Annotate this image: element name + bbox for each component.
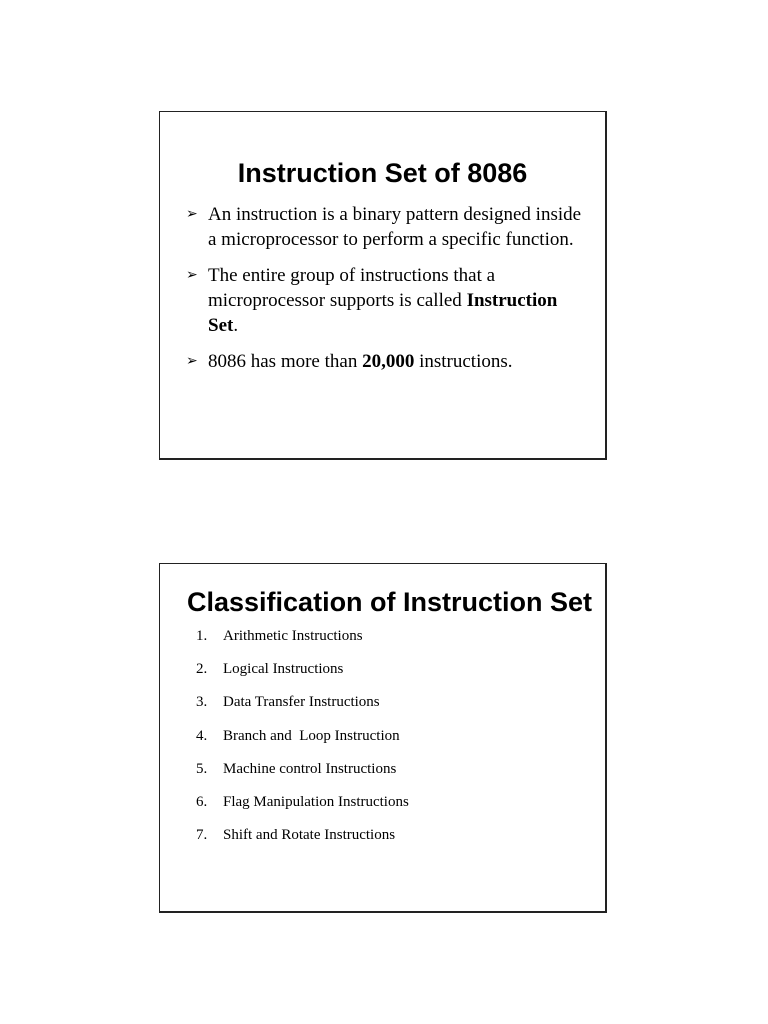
list-item-label: Logical Instructions [223,661,344,678]
bullet-text-end: . [233,315,239,336]
list-item-number: 7. [196,827,208,844]
arrow-bullet-icon: ➢ [186,206,198,222]
classification-list [196,626,409,858]
slide-title: Classification of Instruction Set [187,587,593,617]
list-item [196,759,409,792]
list-item [196,626,409,659]
bullet-item [186,349,586,374]
bullet-text: 8086 has more than [208,351,363,372]
arrow-bullet-icon: ➢ [186,353,198,369]
list-item [196,659,409,692]
list-item-number: 1. [196,628,208,644]
list-item [196,726,409,759]
bullet-bold-text: 20,000 [362,351,415,372]
list-item-label: Arithmetic Instructions [223,628,363,644]
list-item [196,792,409,825]
slide-title: Instruction Set of 8086 [237,158,528,188]
list-item-label: Shift and Rotate Instructions [223,827,396,844]
list-item-label: Flag Manipulation Instructions [223,793,409,810]
bullet-list [186,202,586,385]
arrow-bullet-icon: ➢ [186,267,198,283]
list-item [196,825,409,858]
slide-classification [159,563,607,913]
list-item-label: Machine control Instructions [223,760,397,777]
bullet-text: The entire group of instructions that a microprocessor supports is called [208,265,496,311]
bullet-item [186,263,586,338]
list-item-number: 6. [196,793,208,810]
list-item-label: Branch and Loop Instruction [223,727,400,744]
list-item-label: Data Transfer Instructions [223,694,380,711]
list-item-number: 3. [196,694,208,711]
bullet-item [186,202,586,252]
list-item [196,692,409,725]
bullet-text: An instruction is a binary pattern designed inside a microprocessor to perform a specific function. [208,204,582,250]
slide-instruction-set [159,111,607,460]
list-item-number: 4. [196,727,208,744]
list-item-number: 5. [196,760,208,777]
list-item-number: 2. [196,661,208,678]
bullet-text-end: instructions. [414,351,513,372]
bullet-bold-text: Instruction Set [208,290,558,336]
